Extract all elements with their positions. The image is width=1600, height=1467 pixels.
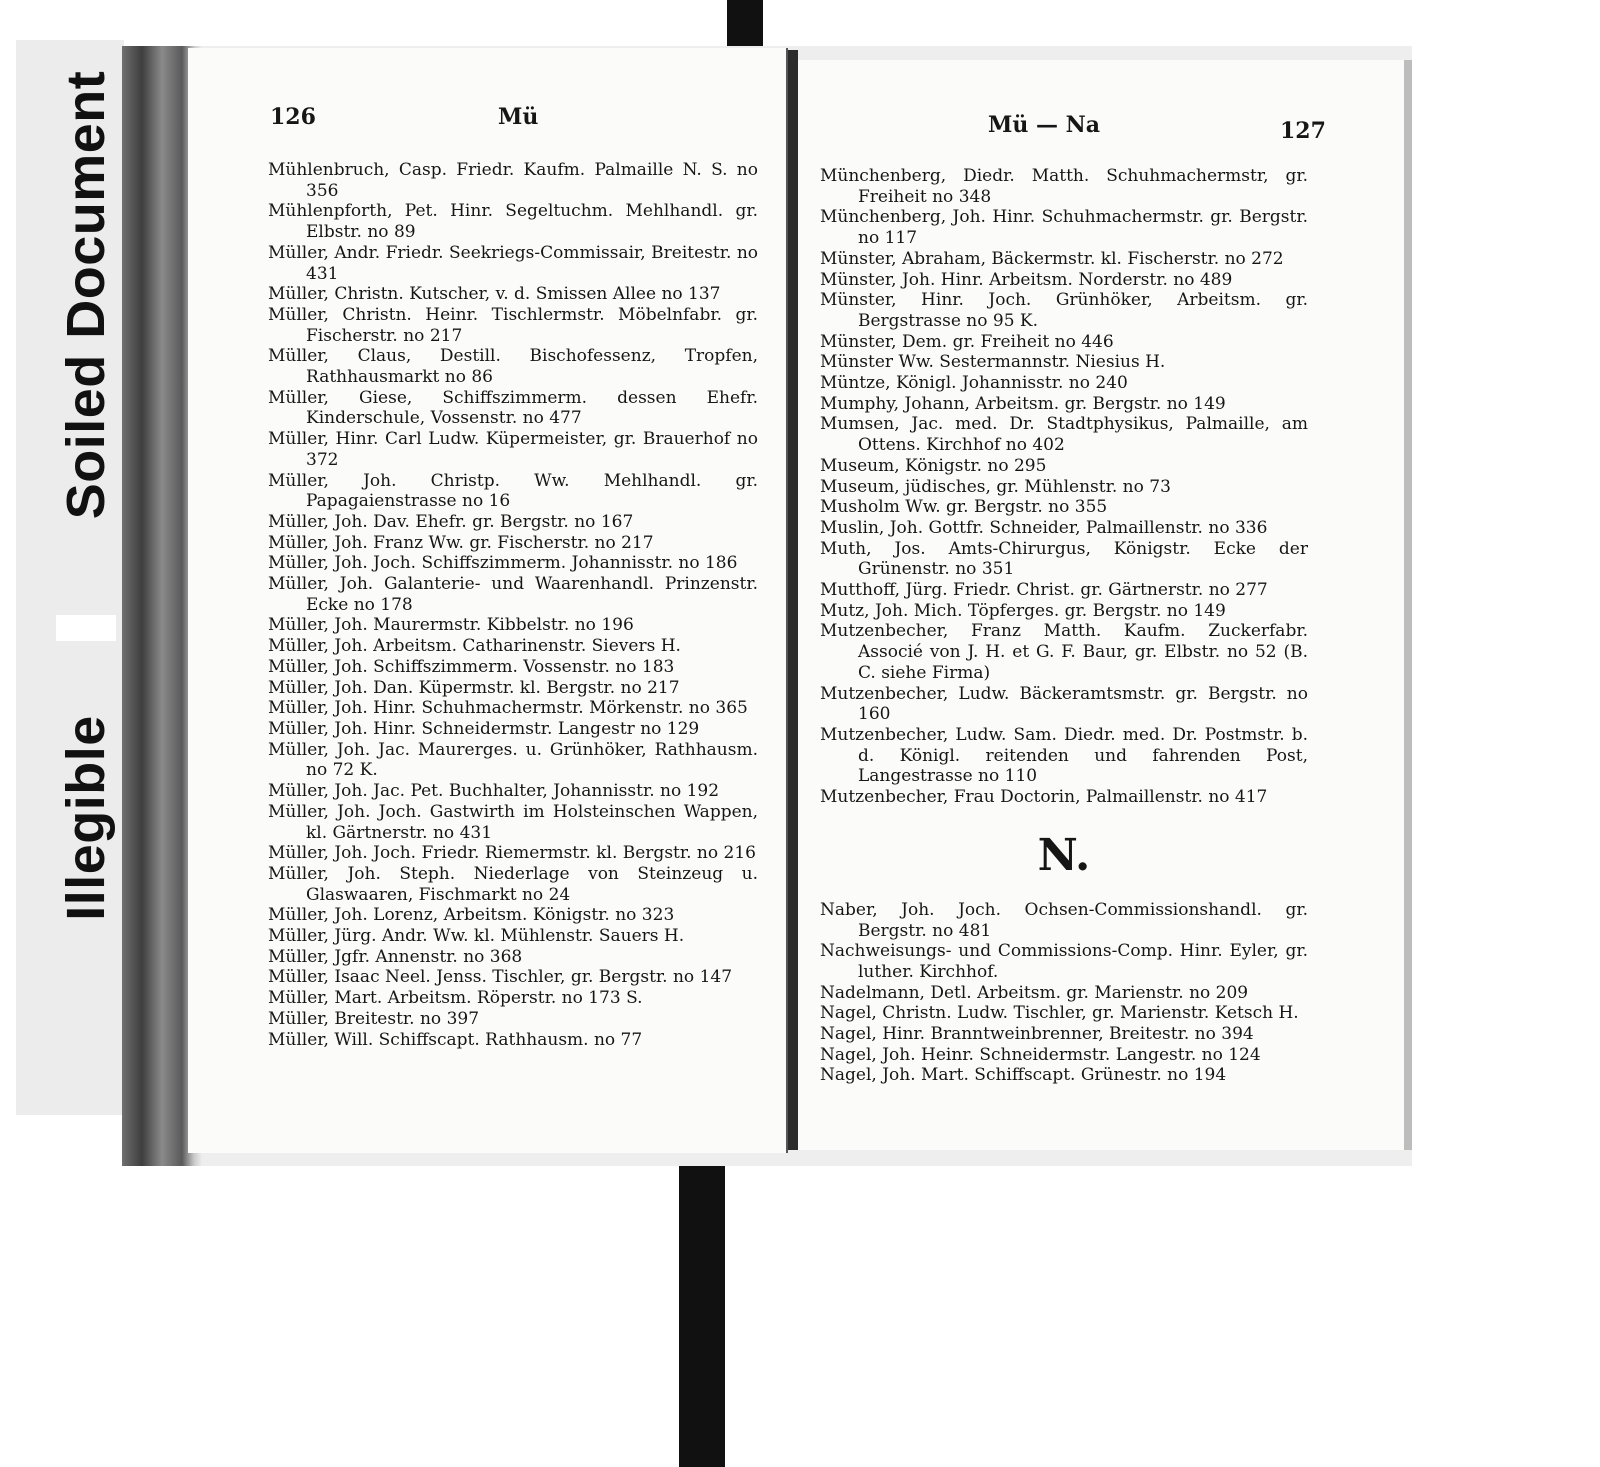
left-page — [188, 48, 788, 1153]
directory-entry: Mumphy, Johann, Arbeitsm. gr. Bergstr. no 149 — [820, 393, 1226, 414]
directory-entry: Müller, Hinr. Carl Ludw. Küpermeister, gr. Brauerhof no 372 — [268, 429, 758, 470]
directory-entry: Müller, Mart. Arbeitsm. Röperstr. no 173 S. — [268, 988, 643, 1009]
directory-entry: Musholm Ww. gr. Bergstr. no 355 — [820, 497, 1108, 518]
m-section-entries — [820, 166, 1308, 808]
directory-entry: Müller, Joh. Hinr. Schuhmachermstr. Mörkenstr. no 365 — [268, 698, 748, 719]
right-page — [798, 60, 1404, 1150]
directory-entry: Müller, Christn. Heinr. Tischlermstr. Möbelnfabr. gr. Fischerstr. no 217 — [268, 304, 758, 346]
side-label-divider — [56, 615, 116, 641]
directory-entry: Müller, Will. Schiffscapt. Rathhausm. no 77 — [268, 1029, 643, 1050]
directory-entry: Mutzenbecher, Frau Doctorin, Palmaillenstr. no 417 — [820, 787, 1268, 808]
directory-entry: Müller, Christn. Kutscher, v. d. Smissen Allee no 137 — [268, 284, 721, 305]
directory-entry: Naber, Joh. Joch. Ochsen-Commissionshandl. gr. Bergstr. no 481 — [820, 899, 1308, 941]
directory-entry: Münster, Dem. gr. Freiheit no 446 — [820, 331, 1114, 352]
directory-entry: Müller, Joh. Maurermstr. Kibbelstr. no 196 — [268, 615, 634, 636]
directory-entry: Muslin, Joh. Gottfr. Schneider, Palmaillenstr. no 336 — [820, 517, 1268, 538]
directory-entry: Münster, Abraham, Bäckermstr. kl. Fischerstr. no 272 — [820, 248, 1284, 269]
left-running-head: Mü — [498, 104, 539, 130]
n-section-entries — [820, 900, 1308, 1086]
left-entry-list — [268, 160, 758, 1050]
directory-entry: Müller, Joh. Joch. Gastwirth im Holsteinschen Wappen, kl. Gärtnerstr. no 431 — [268, 801, 758, 843]
soiled-document-label: Soiled Document — [56, 70, 116, 520]
directory-entry: Müller, Joh. Joch. Schiffszimmerm. Johannisstr. no 186 — [268, 553, 738, 574]
right-running-head: Mü — Na — [988, 112, 1101, 138]
illegible-label: Illegible — [56, 715, 116, 921]
directory-entry: Müller, Joh. Joch. Friedr. Riemermstr. kl. Bergstr. no 216 — [268, 843, 756, 864]
directory-entry: Mutz, Joh. Mich. Töpferges. gr. Bergstr. no 149 — [820, 600, 1226, 621]
directory-entry: Müller, Joh. Christp. Ww. Mehlhandl. gr. Papagaienstrasse no 16 — [268, 470, 758, 512]
directory-entry: Münchenberg, Diedr. Matth. Schuhmachermstr, gr. Freiheit no 348 — [820, 166, 1308, 207]
directory-entry: Nagel, Hinr. Branntweinbrenner, Breitestr. no 394 — [820, 1024, 1254, 1045]
directory-entry: Müller, Joh. Hinr. Schneidermstr. Langestr no 129 — [268, 718, 700, 739]
section-letter-heading: N. — [1037, 829, 1091, 881]
side-label-tab — [16, 40, 124, 1115]
binding-strip-bottom — [679, 1150, 725, 1467]
directory-entry: Museum, Königstr. no 295 — [820, 455, 1047, 476]
directory-entry: Müller, Claus, Destill. Bischofessenz, Tropfen, Rathhausmarkt no 86 — [268, 346, 758, 388]
directory-entry: Müller, Joh. Dan. Küpermstr. kl. Bergstr. no 217 — [268, 677, 680, 698]
directory-entry: Müller, Breitestr. no 397 — [268, 1008, 480, 1029]
directory-entry: Müntze, Königl. Johannisstr. no 240 — [820, 373, 1128, 394]
directory-entry: Müller, Joh. Schiffszimmerm. Vossenstr. no 183 — [268, 656, 675, 677]
directory-entry: Münster, Hinr. Joch. Grünhöker, Arbeitsm. gr. Bergstrasse no 95 K. — [820, 290, 1308, 331]
directory-entry: Mühlenbruch, Casp. Friedr. Kaufm. Palmaille N. S. no 356 — [268, 160, 758, 201]
right-entry-list — [820, 166, 1308, 1086]
directory-entry: Münster Ww. Sestermannstr. Niesius H. — [820, 352, 1166, 373]
directory-entry: Müller, Joh. Dav. Ehefr. gr. Bergstr. no 167 — [268, 511, 634, 532]
directory-entry: Nadelmann, Detl. Arbeitsm. gr. Marienstr. no 209 — [820, 982, 1249, 1003]
directory-entry: Müller, Joh. Jac. Maurerges. u. Grünhöker, Rathhausm. no 72 K. — [268, 739, 758, 781]
directory-entry: Müller, Joh. Lorenz, Arbeitsm. Königstr. no 323 — [268, 905, 675, 926]
directory-entry: Müller, Giese, Schiffszimmerm. dessen Ehefr. Kinderschule, Vossenstr. no 477 — [268, 387, 758, 429]
directory-entry: Muth, Jos. Amts-Chirurgus, Königstr. Ecke der Grünenstr. no 351 — [820, 538, 1308, 580]
directory-entry: Mumsen, Jac. med. Dr. Stadtphysikus, Palmaille, am Ottens. Kirchhof no 402 — [820, 414, 1308, 456]
directory-entry: Münchenberg, Joh. Hinr. Schuhmachermstr. gr. Bergstr. no 117 — [820, 207, 1308, 249]
directory-entry: Müller, Jürg. Andr. Ww. kl. Mühlenstr. Sauers H. — [268, 926, 685, 947]
directory-entry: Nachweisungs- und Commissions-Comp. Hinr. Eyler, gr. luther. Kirchhof. — [820, 941, 1308, 982]
directory-entry: Nagel, Joh. Heinr. Schneidermstr. Langestr. no 124 — [820, 1044, 1261, 1065]
directory-entry: Mutzenbecher, Ludw. Sam. Diedr. med. Dr. Postmstr. b. d. Königl. reitenden und fahrenden Post, Langestrasse no 110 — [820, 724, 1308, 787]
directory-entry: Münster, Joh. Hinr. Arbeitsm. Norderstr. no 489 — [820, 269, 1233, 290]
directory-entry: Nagel, Joh. Mart. Schiffscapt. Grünestr. no 194 — [820, 1065, 1227, 1086]
left-page-number: 126 — [270, 104, 316, 130]
right-page-number: 127 — [1280, 118, 1326, 144]
directory-entry: Müller, Isaac Neel. Jenss. Tischler, gr. Bergstr. no 147 — [268, 967, 733, 988]
directory-entry: Müller, Jgfr. Annenstr. no 368 — [268, 946, 523, 967]
directory-entry: Mühlenpforth, Pet. Hinr. Segeltuchm. Mehlhandl. gr. Elbstr. no 89 — [268, 201, 758, 243]
directory-entry: Mutzenbecher, Franz Matth. Kaufm. Zuckerfabr. Associé von J. H. et G. F. Baur, gr. Elbstr. no 52 (B. C. siehe Firma) — [820, 621, 1308, 683]
directory-entry: Müller, Joh. Arbeitsm. Catharinenstr. Sievers H. — [268, 636, 681, 657]
directory-entry: Müller, Joh. Franz Ww. gr. Fischerstr. no 217 — [268, 532, 654, 553]
directory-entry: Mutthoff, Jürg. Friedr. Christ. gr. Gärtnerstr. no 277 — [820, 580, 1268, 601]
directory-entry: Müller, Joh. Jac. Pet. Buchhalter, Johannisstr. no 192 — [268, 781, 720, 802]
directory-entry: Museum, jüdisches, gr. Mühlenstr. no 73 — [820, 476, 1171, 497]
directory-entry: Müller, Joh. Steph. Niederlage von Steinzeug u. Glaswaaren, Fischmarkt no 24 — [268, 863, 758, 905]
directory-entry: Mutzenbecher, Ludw. Bäckeramtsmstr. gr. Bergstr. no 160 — [820, 683, 1308, 725]
directory-entry: Müller, Joh. Galanterie- und Waarenhandl. Prinzenstr. Ecke no 178 — [268, 574, 758, 615]
directory-entry: Müller, Andr. Friedr. Seekriegs-Commissair, Breitestr. no 431 — [268, 242, 758, 284]
directory-entry: Nagel, Christn. Ludw. Tischler, gr. Marienstr. Ketsch H. — [820, 1003, 1299, 1024]
